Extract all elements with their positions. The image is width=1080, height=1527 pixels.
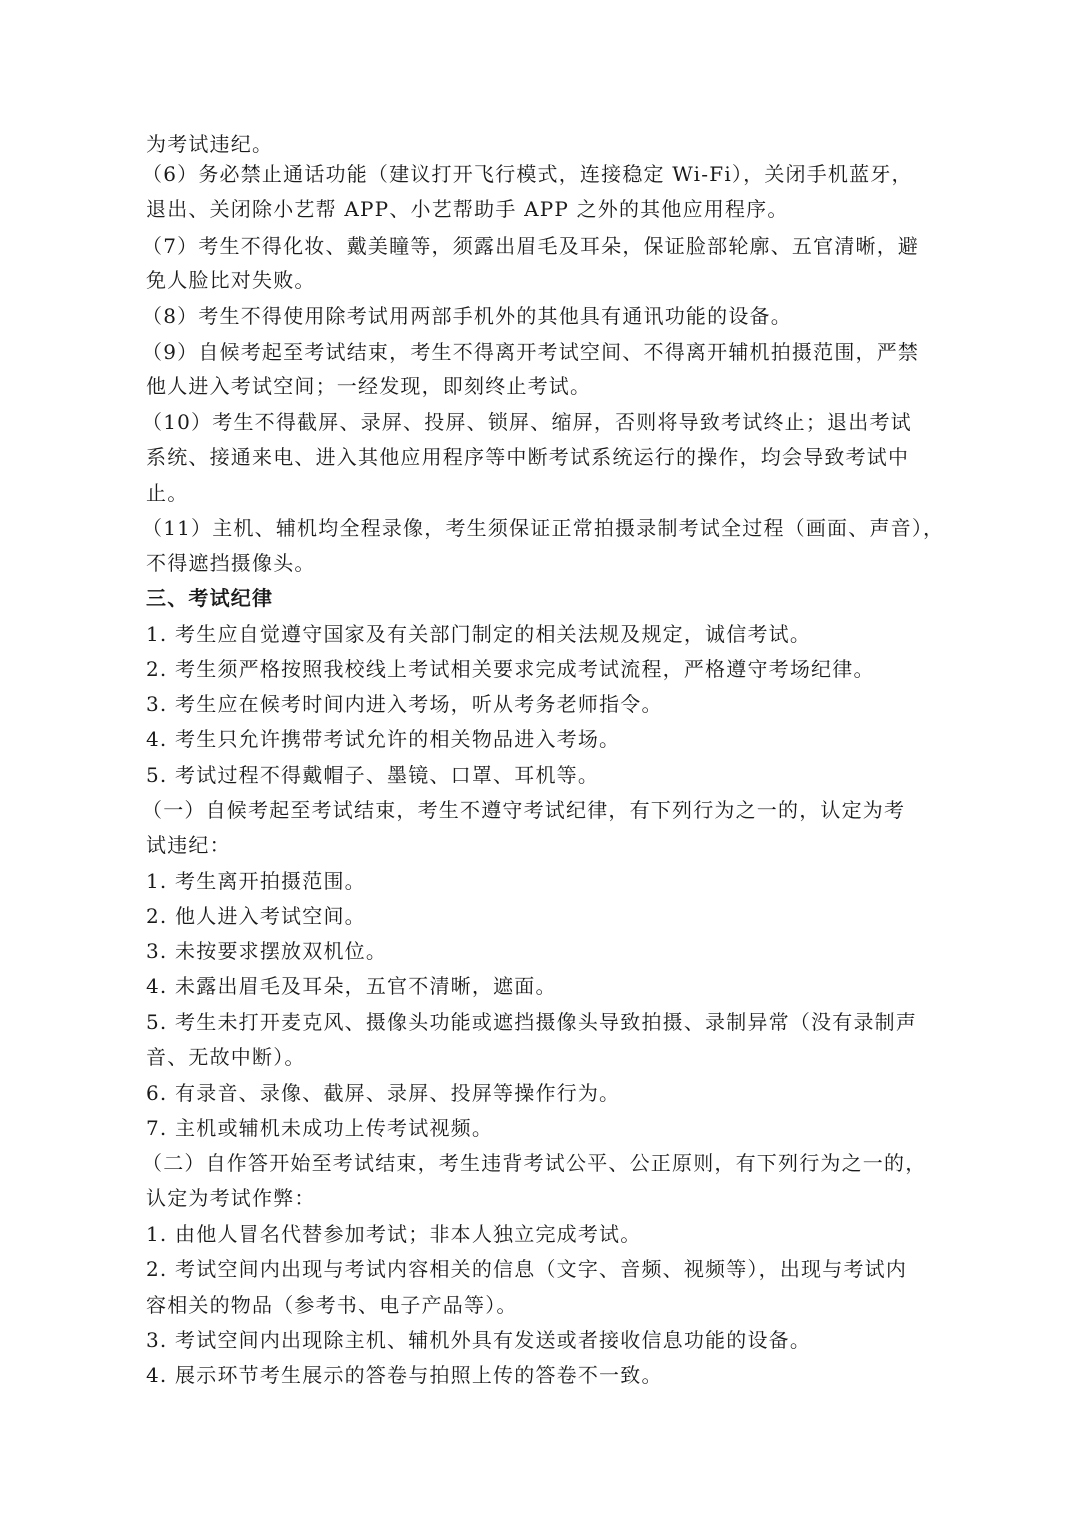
text-line: （一）自候考起至考试结束，考生不遵守考试纪律，有下列行为之一的，认定为考 bbox=[142, 798, 906, 822]
text-line: 3. 未按要求摆放双机位。 bbox=[146, 939, 388, 963]
text-line: 6. 有录音、录像、截屏、录屏、投屏等操作行为。 bbox=[146, 1081, 621, 1105]
text-line: 免人脸比对失败。 bbox=[146, 268, 316, 292]
section-heading: 三、考试纪律 bbox=[146, 586, 274, 610]
text-line: 1. 考生应自觉遵守国家及有关部门制定的相关法规及规定，诚信考试。 bbox=[146, 622, 812, 646]
text-line: （11）主机、辅机均全程录像，考生须保证正常拍摄录制考试全过程（画面、声音）， bbox=[142, 516, 945, 540]
text-line: 认定为考试作弊： bbox=[146, 1186, 316, 1210]
text-line: 5. 考试过程不得戴帽子、墨镜、口罩、耳机等。 bbox=[146, 763, 600, 787]
text-line: 系统、接通来电、进入其他应用程序等中断考试系统运行的操作，均会导致考试中 bbox=[146, 445, 910, 469]
text-line: 5. 考生未打开麦克风、摄像头功能或遮挡摄像头导致拍摄、录制异常（没有录制声 bbox=[146, 1010, 918, 1034]
text-line: 4. 未露出眉毛及耳朵，五官不清晰，遮面。 bbox=[146, 974, 557, 998]
text-line: （10）考生不得截屏、录屏、投屏、锁屏、缩屏，否则将导致考试终止；退出考试 bbox=[142, 410, 912, 434]
text-line: 7. 主机或辅机未成功上传考试视频。 bbox=[146, 1116, 494, 1140]
text-line: 退出、关闭除小艺帮 APP、小艺帮助手 APP 之外的其他应用程序。 bbox=[146, 197, 789, 221]
text-line: 2. 考生须严格按照我校线上考试相关要求完成考试流程，严格遵守考场纪律。 bbox=[146, 657, 875, 681]
text-line: 1. 考生离开拍摄范围。 bbox=[146, 869, 366, 893]
text-line: （二）自作答开始至考试结束，考生违背考试公平、公正原则，有下列行为之一的， bbox=[142, 1151, 927, 1175]
text-line: 为考试违纪。 bbox=[146, 132, 274, 156]
text-line: 3. 考试空间内出现除主机、辅机外具有发送或者接收信息功能的设备。 bbox=[146, 1328, 812, 1352]
text-line: 他人进入考试空间；一经发现，即刻终止考试。 bbox=[146, 374, 592, 398]
text-line: （7）考生不得化妆、戴美瞳等，须露出眉毛及耳朵，保证脸部轮廓、五官清晰，避 bbox=[142, 234, 920, 258]
text-line: 4. 展示环节考生展示的答卷与拍照上传的答卷不一致。 bbox=[146, 1363, 663, 1387]
text-line: 音、无故中断）。 bbox=[146, 1045, 306, 1069]
text-line: （6）务必禁止通话功能（建议打开飞行模式，连接稳定 Wi-Fi），关闭手机蓝牙， bbox=[142, 162, 913, 186]
text-line: 3. 考生应在候考时间内进入考场，听从考务老师指令。 bbox=[146, 692, 663, 716]
text-line: 1. 由他人冒名代替参加考试；非本人独立完成考试。 bbox=[146, 1222, 642, 1246]
text-line: 4. 考生只允许携带考试允许的相关物品进入考场。 bbox=[146, 727, 621, 751]
text-line: （9）自候考起至考试结束，考生不得离开考试空间、不得离开辅机拍摄范围，严禁 bbox=[142, 340, 920, 364]
text-line: 2. 考试空间内出现与考试内容相关的信息（文字、音频、视频等），出现与考试内 bbox=[146, 1257, 908, 1281]
text-line: 2. 他人进入考试空间。 bbox=[146, 904, 366, 928]
text-line: 不得遮挡摄像头。 bbox=[146, 551, 316, 575]
text-line: （8）考生不得使用除考试用两部手机外的其他具有通讯功能的设备。 bbox=[142, 304, 792, 328]
text-line: 试违纪： bbox=[146, 833, 231, 857]
text-line: 止。 bbox=[146, 481, 189, 505]
text-line: 容相关的物品（参考书、电子产品等）。 bbox=[146, 1293, 518, 1317]
